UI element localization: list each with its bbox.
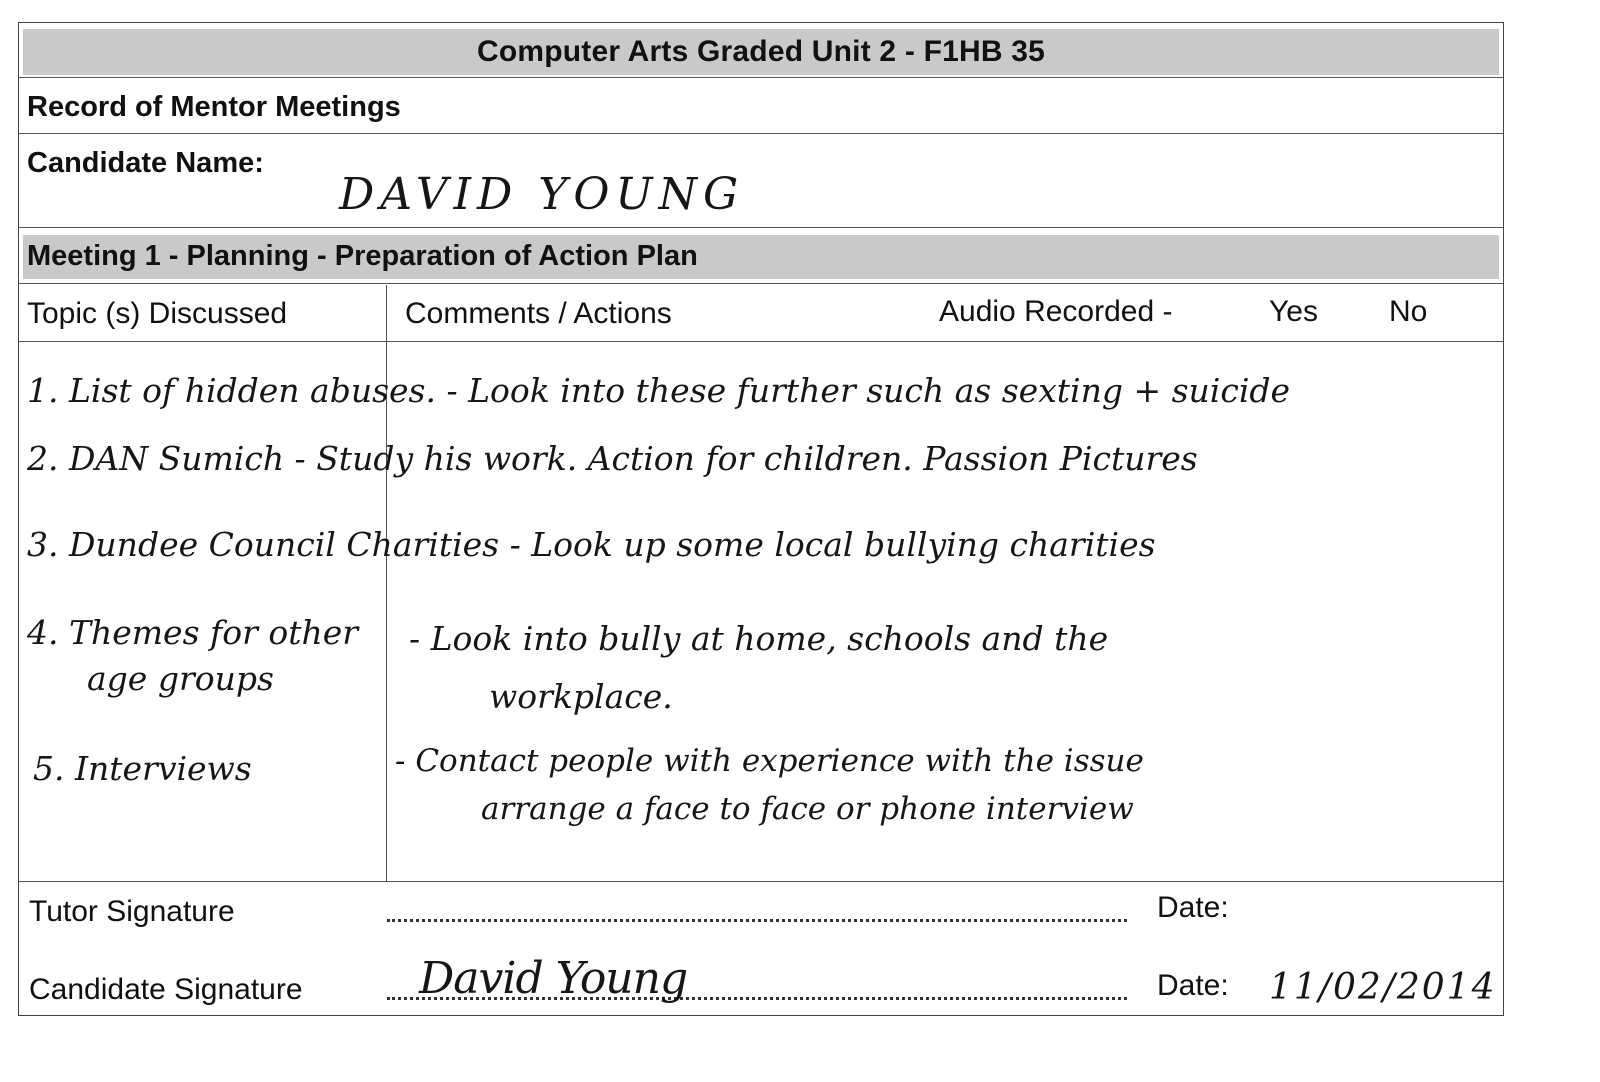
- form-title-band: [23, 29, 1499, 75]
- candidate-date-handwritten: 11/02/2014: [1269, 967, 1497, 1008]
- audio-no-option: No: [1389, 295, 1428, 328]
- candidate-signature: David Young: [419, 953, 688, 1004]
- entry-4-comment: - Look into bully at home, schools and the: [409, 619, 1109, 658]
- candidate-name-handwritten: DAVID YOUNG: [339, 169, 745, 220]
- meeting-title: Meeting 1 - Planning - Preparation of Action Plan: [27, 240, 698, 272]
- tutor-date-label: Date:: [1157, 891, 1229, 924]
- candidate-name-label: Candidate Name:: [27, 147, 264, 179]
- entry-3: 3. Dundee Council Charities - Look up some local bullying charities: [27, 525, 1156, 564]
- candidate-signature-label: Candidate Signature: [29, 973, 303, 1006]
- record-title: Record of Mentor Meetings: [27, 91, 401, 123]
- audio-recorded-label: Audio Recorded -: [939, 295, 1173, 328]
- col-comments-header: Comments / Actions: [405, 297, 672, 330]
- entry-4-topic-cont: age groups: [87, 659, 274, 698]
- entry-5-comment-cont: arrange a face to face or phone interview: [481, 791, 1134, 827]
- tutor-signature-label: Tutor Signature: [29, 895, 235, 928]
- audio-yes-option: Yes: [1269, 295, 1318, 328]
- meeting-title-band: [23, 235, 1499, 279]
- entry-1: 1. List of hidden abuses. - Look into these further such as sexting + suicide: [27, 371, 1291, 410]
- entry-2: 2. DAN Sumich - Study his work. Action for children. Passion Pictures: [27, 439, 1198, 478]
- entry-4-topic: 4. Themes for other: [27, 613, 359, 652]
- entry-5-comment: - Contact people with experience with the issue: [395, 743, 1144, 779]
- entry-4-comment-cont: workplace.: [489, 677, 673, 716]
- form-title: Computer Arts Graded Unit 2 - F1HB 35: [476, 35, 1046, 68]
- candidate-date-label: Date:: [1157, 969, 1229, 1002]
- col-topics-header: Topic (s) Discussed: [27, 297, 288, 330]
- entry-5-topic: 5. Interviews: [33, 749, 252, 788]
- tutor-signature-line: [387, 919, 1127, 922]
- mentor-meeting-form: [18, 22, 1504, 1016]
